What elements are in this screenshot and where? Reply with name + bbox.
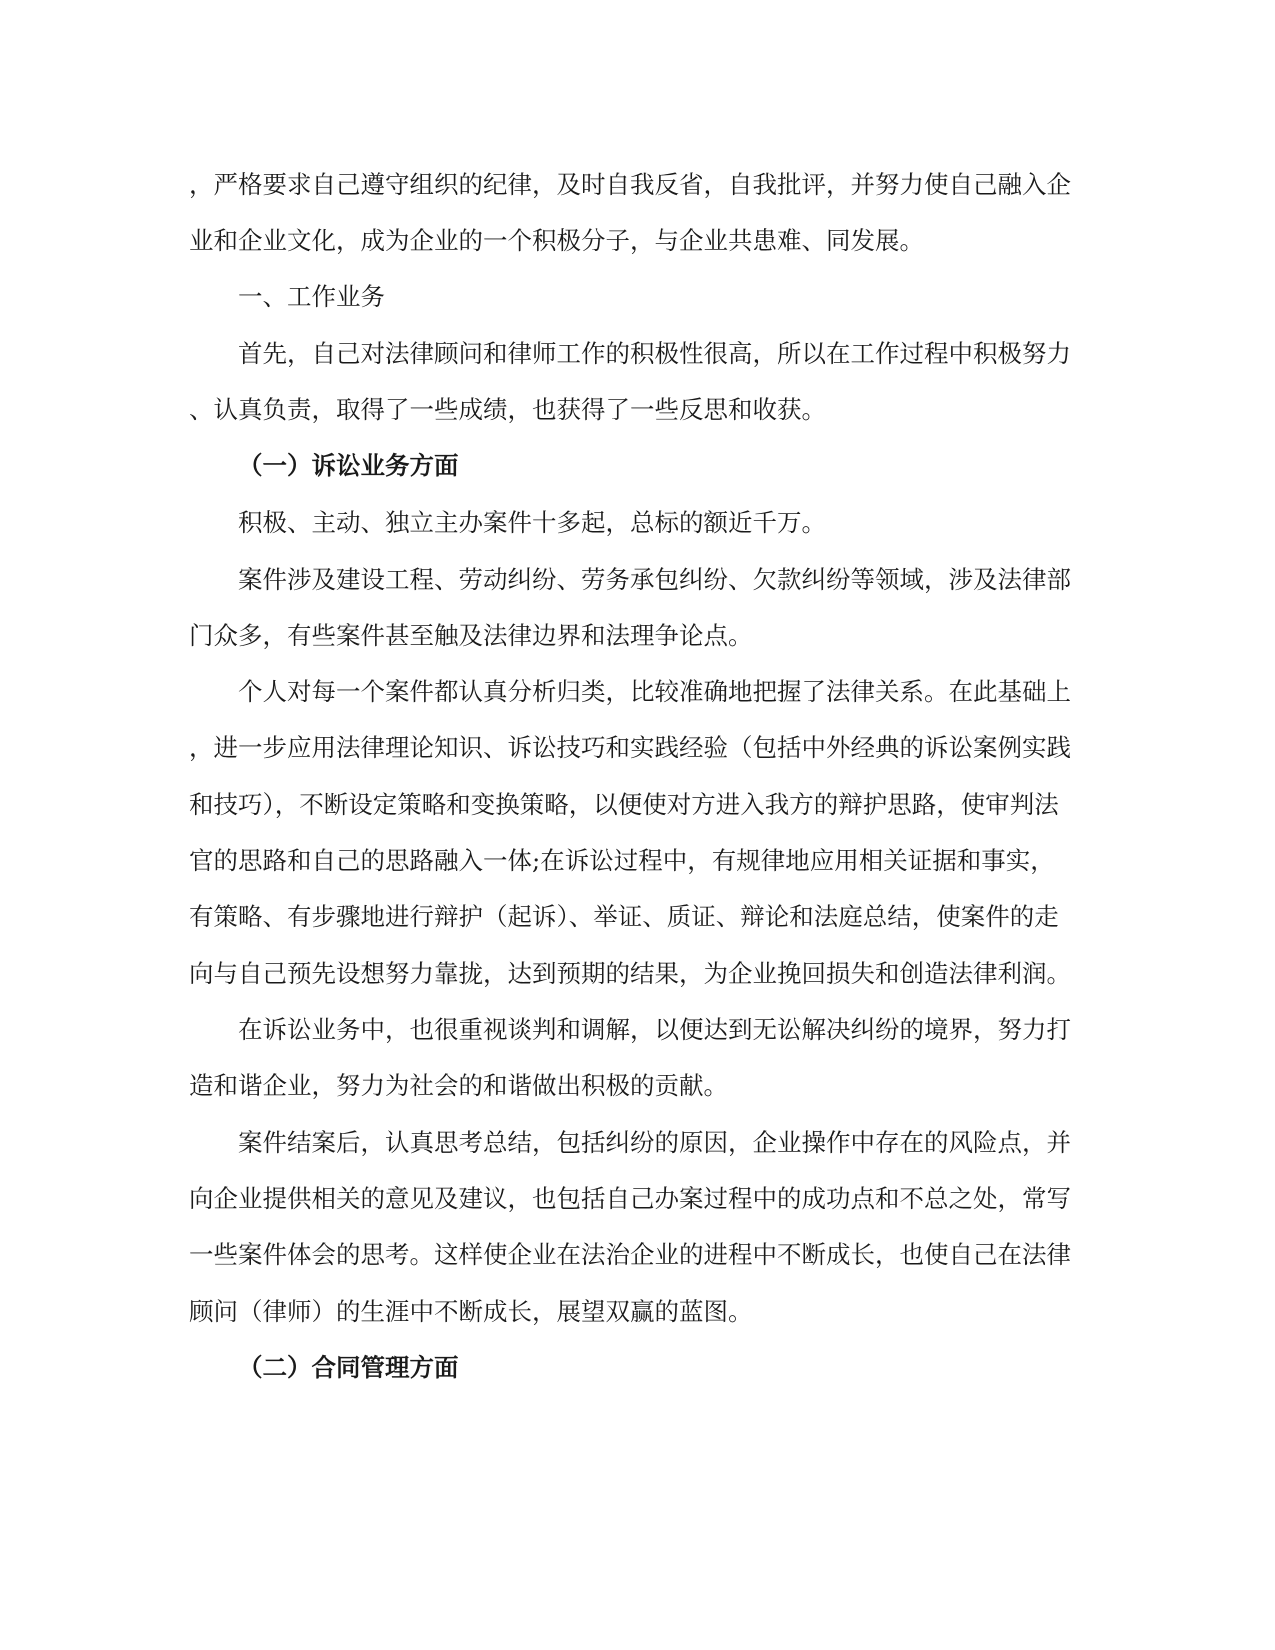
subsection-heading: （一）诉讼业务方面 bbox=[238, 451, 459, 480]
paragraph-line: 向与自己预先设想努力靠拢，达到预期的结果，为企业挽回损失和创造法律利润。 bbox=[189, 959, 1071, 988]
subsection-heading: （二）合同管理方面 bbox=[238, 1353, 459, 1382]
paragraph-line: 有策略、有步骤地进行辩护（起诉）、举证、质证、辩论和法庭总结，使案件的走 bbox=[189, 902, 1059, 931]
paragraph-line: 顾问（律师）的生涯中不断成长，展望双赢的蓝图。 bbox=[189, 1297, 753, 1326]
paragraph-line: 和技巧），不断设定策略和变换策略，以便使对方进入我方的辩护思路，使审判法 bbox=[189, 790, 1059, 819]
paragraph-line: ，严格要求自己遵守组织的纪律，及时自我反省，自我批评，并努力使自己融入企 bbox=[189, 170, 1071, 199]
paragraph-line: 门众多，有些案件甚至触及法律边界和法理争论点。 bbox=[189, 621, 753, 650]
paragraph-line: 、认真负责，取得了一些成绩，也获得了一些反思和收获。 bbox=[189, 395, 826, 424]
paragraph-line: 积极、主动、独立主办案件十多起，总标的额近千万。 bbox=[238, 508, 826, 537]
paragraph-line: 官的思路和自己的思路融入一体;在诉讼过程中，有规律地应用相关证据和事实， bbox=[189, 846, 1055, 875]
paragraph-line: 个人对每一个案件都认真分析归类，比较准确地把握了法律关系。在此基础上 bbox=[238, 677, 1071, 706]
paragraph-line: 首先，自己对法律顾问和律师工作的积极性很高，所以在工作过程中积极努力 bbox=[238, 339, 1071, 368]
paragraph-line: 一些案件体会的思考。这样使企业在法治企业的进程中不断成长，也使自己在法律 bbox=[189, 1240, 1071, 1269]
paragraph-line: 造和谐企业，努力为社会的和谐做出积极的贡献。 bbox=[189, 1071, 728, 1100]
paragraph-line: 案件结案后，认真思考总结，包括纠纷的原因，企业操作中存在的风险点，并 bbox=[238, 1128, 1071, 1157]
paragraph-line: 案件涉及建设工程、劳动纠纷、劳务承包纠纷、欠款纠纷等领域，涉及法律部 bbox=[238, 565, 1071, 594]
section-heading: 一、工作业务 bbox=[238, 282, 385, 311]
paragraph-line: ，进一步应用法律理论知识、诉讼技巧和实践经验（包括中外经典的诉讼案例实践 bbox=[189, 733, 1071, 762]
paragraph-line: 在诉讼业务中，也很重视谈判和调解，以便达到无讼解决纠纷的境界，努力打 bbox=[238, 1015, 1071, 1044]
paragraph-line: 业和企业文化，成为企业的一个积极分子，与企业共患难、同发展。 bbox=[189, 226, 924, 255]
paragraph-line: 向企业提供相关的意见及建议，也包括自己办案过程中的成功点和不总之处，常写 bbox=[189, 1184, 1071, 1213]
